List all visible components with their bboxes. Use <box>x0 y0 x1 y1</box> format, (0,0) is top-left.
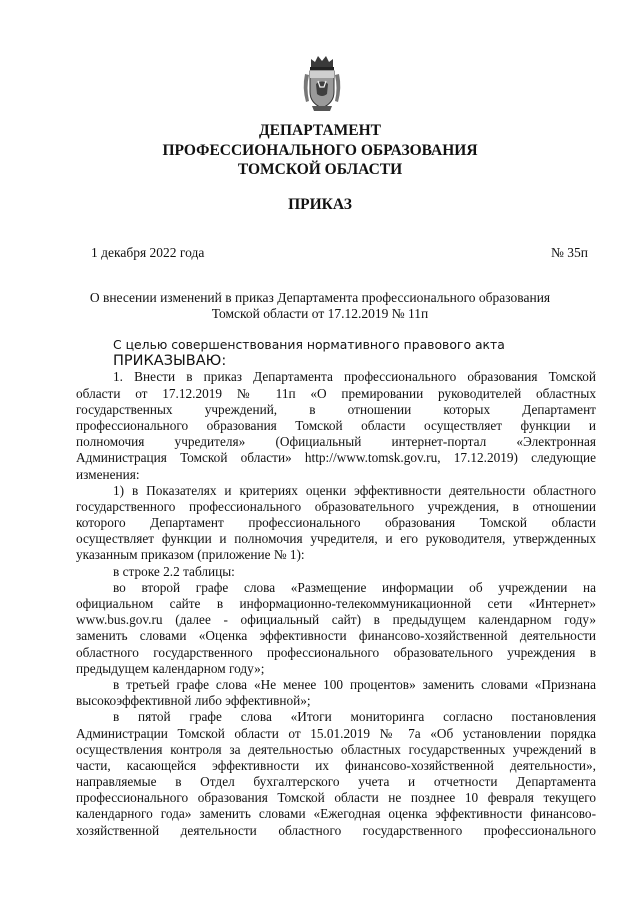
body-line: областного государственного профессионального образовательного учреждения в <box>76 644 596 660</box>
body-line: во второй графе слова «Размещение информации об учреждении на <box>113 579 596 595</box>
body-line: предыдущем календарном году»; <box>76 660 265 676</box>
body-line: в третьей графе слова «Не менее 100 процентов» заменить словами «Признана <box>113 676 596 692</box>
body-line: осуществляет функции и полномочия учредителя, и его руководителя, утвержденных <box>76 531 596 547</box>
department-name-line: ТОМСКОЙ ОБЛАСТИ <box>237 161 403 178</box>
body-line: государственного профессионального образовательного учреждения, в отношении <box>76 498 596 514</box>
document-number: № 35п <box>551 245 588 260</box>
body-line: Администрации Томской области от 15.01.2019 № 7а «Об установлении порядка <box>76 725 596 741</box>
body-line: в строке 2.2 таблицы: <box>113 563 235 579</box>
body-line: профессионального образования Томской области осуществляет функции и <box>76 417 596 433</box>
body-line: области от 17.12.2019 № 11п «О премировании руководителей областных <box>76 385 596 401</box>
body-line: полномочия учредителя» (Официальный интернет-портал «Электронная <box>76 434 596 450</box>
body-line: Администрация Томской области» http://www.tomsk.gov.ru, 17.12.2019) следующие <box>76 450 596 466</box>
department-name-line: ДЕПАРТАМЕНТ <box>258 122 382 139</box>
body-line: календарного года» заменить словами «Ежегодная оценка эффективности финансово- <box>76 806 596 822</box>
body-line: направляемые в Отдел бухгалтерского учета и отчетности Департамента <box>76 774 596 790</box>
body-line: части, касающейся эффективности их финансово-хозяйственной деятельности», <box>76 757 596 773</box>
department-name <box>0 121 640 180</box>
document-subject <box>0 290 640 322</box>
subject-line: Томской области от 17.12.2019 № 11п <box>211 306 429 321</box>
coat-of-arms-icon <box>302 54 342 112</box>
document-body <box>76 337 596 839</box>
body-line: официальном сайте в информационно-телекоммуникационной сети «Интернет» <box>76 596 596 611</box>
body-line: которого Департамент профессионального образования Томской области <box>76 515 596 531</box>
document-type: ПРИКАЗ <box>288 196 352 213</box>
body-line: хозяйственной деятельности областного государственного профессионального <box>76 822 596 838</box>
body-line: в пятой графе слова «Итоги мониторинга согласно постановления <box>113 709 596 725</box>
subject-line: О внесении изменений в приказ Департамента профессионального образования <box>89 290 551 305</box>
body-line: профессионального образования Томской области не позднее 10 февраля текущего <box>76 790 596 806</box>
document-date: 1 декабря 2022 года <box>91 245 205 260</box>
body-line: высокоэффективной либо эффективной»; <box>76 693 311 709</box>
body-line: государственных учреждений, в отношении которых Департамент <box>76 401 596 417</box>
body-line: указанным приказом (приложение № 1): <box>76 547 305 563</box>
department-name-line: ПРОФЕССИОНАЛЬНОГО ОБРАЗОВАНИЯ <box>162 141 478 159</box>
body-line: осуществления контроля за деятельностью областных государственных учреждений в <box>76 741 596 757</box>
body-line: 1) в Показателях и критериях оценки эффективности деятельности областного <box>113 482 596 498</box>
body-line: 1. Внести в приказ Департамента профессионального образования Томской <box>113 369 596 385</box>
body-line: изменения: <box>76 466 140 482</box>
body-line: www.bus.gov.ru (далее - официальный сайт) в предыдущем календарном году» <box>76 612 596 628</box>
order-keyword: ПРИКАЗЫВАЮ: <box>113 353 227 370</box>
body-line: заменить словами «Оценка эффективности финансово-хозяйственной деятельности <box>76 628 596 644</box>
body-line: С целью совершенствования нормативного правового акта <box>113 337 505 352</box>
